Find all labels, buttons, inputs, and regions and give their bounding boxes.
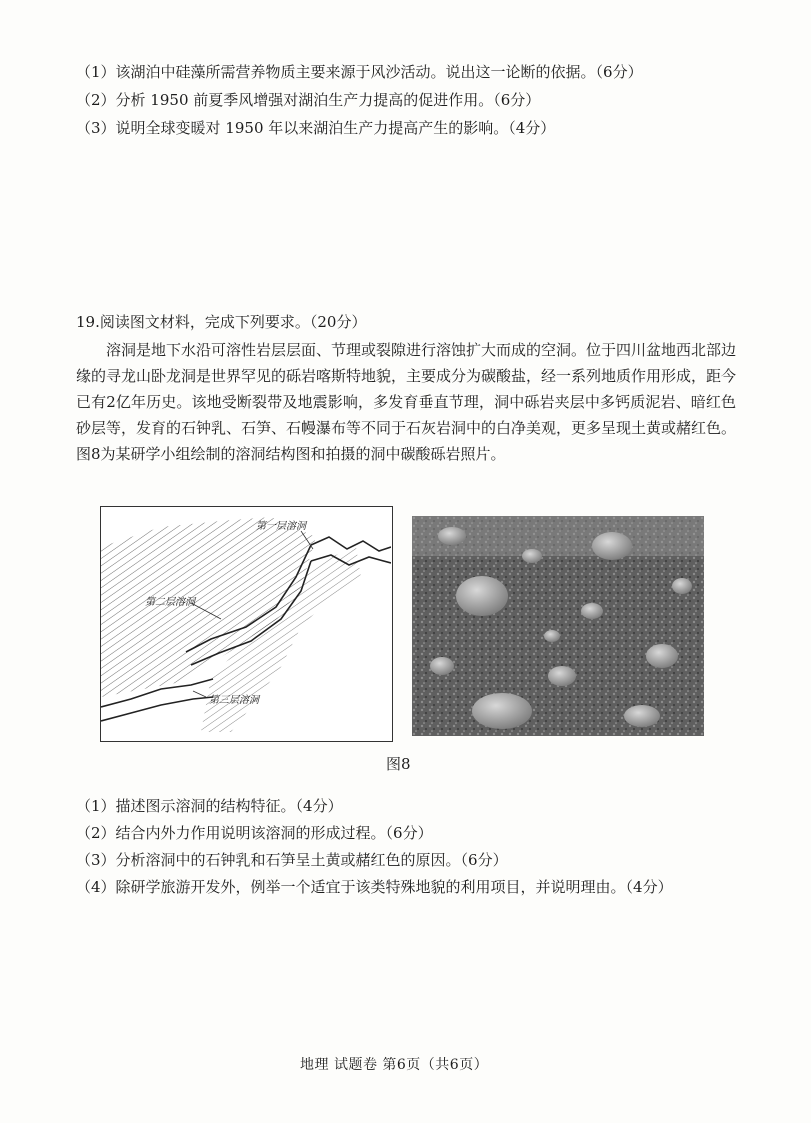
q18-subquestion-1: （1）该湖泊中硅藻所需营养物质主要来源于风沙活动。说出这一论断的依据。（6分） — [76, 63, 643, 81]
figure-caption: 图8 — [386, 755, 411, 773]
pebble — [581, 603, 603, 619]
pebble — [430, 657, 454, 675]
pebble — [592, 532, 632, 560]
cave-structure-diagram — [100, 506, 393, 742]
pebble — [438, 527, 466, 545]
q18-subquestion-2: （2）分析 1950 前夏季风增强对湖泊生产力提高的促进作用。（6分） — [76, 91, 541, 109]
pebble — [624, 705, 660, 727]
conglomerate-photo — [412, 516, 704, 736]
pebble — [472, 693, 532, 729]
pebble — [456, 576, 508, 616]
q19-subquestion-3: （3）分析溶洞中的石钟乳和石笋呈土黄或赭红色的原因。（6分） — [76, 851, 508, 869]
cave-label-first: 第一层溶洞 — [256, 521, 306, 532]
q18-subquestion-3: （3）说明全球变暖对 1950 年以来湖泊生产力提高产生的影响。（4分） — [76, 119, 556, 137]
pebble — [522, 549, 542, 563]
pebble — [544, 630, 560, 642]
cave-passage-lower-floor — [101, 697, 213, 721]
label-leader-3 — [193, 691, 206, 697]
cave-structure-svg — [101, 507, 391, 740]
cave-label-second: 第二层溶洞 — [145, 597, 195, 608]
q19-subquestion-2: （2）结合内外力作用说明该溶洞的形成过程。（6分） — [76, 824, 433, 842]
q19-passage: 溶洞是地下水沿可溶性岩层层面、节理或裂隙进行溶蚀扩大而成的空洞。位于四川盆地西北部边缘的寻龙山卧龙洞是世界罕见的砾岩喀斯特地貌，主要成分为碳酸盐，经一系列地质作用形成，距今已有2亿年历史。该地受断裂带及地震影响，多发育垂直节理，洞中砾岩夹层中多钙质泥岩、暗红色砂层等，发育的石钟乳、石笋、石幔瀑布等不同于石灰岩洞中的白净美观，更多呈现土黄或赭红色。图8为某研学小组绘制的溶洞结构图和拍摄的洞中碳酸砾岩照片。 — [76, 341, 737, 463]
pebble — [646, 644, 678, 668]
q19-subquestion-4: （4）除研学旅游开发外，例举一个适宜于该类特殊地貌的利用项目，并说明理由。（4分） — [76, 878, 673, 896]
conglomerate-photo-svg — [412, 516, 704, 736]
cave-passage-upper — [311, 537, 391, 551]
cave-label-third: 第三层溶洞 — [209, 695, 259, 706]
q19-subquestion-1: （1）描述图示溶洞的结构特征。（4分） — [76, 797, 343, 815]
page-footer: 地理 试题卷 第6页（共6页） — [300, 1057, 489, 1073]
pebble — [672, 578, 692, 594]
pebble — [548, 666, 576, 686]
q19-heading: 19.阅读图文材料，完成下列要求。（20分） — [76, 313, 367, 331]
